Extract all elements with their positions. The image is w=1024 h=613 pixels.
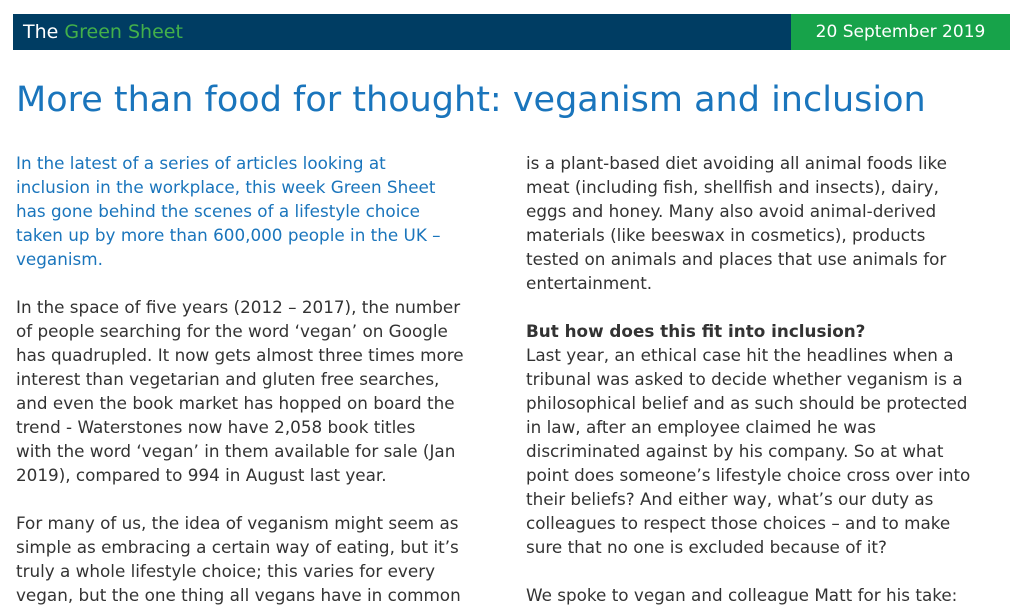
article-column-left <box>16 151 502 607</box>
text-line: veganism. <box>16 249 103 269</box>
text-line: in law, after an employee claimed he was <box>526 417 876 437</box>
text-line: trend - Waterstones now have 2,058 book titles <box>16 417 416 437</box>
text-line: truly a whole lifestyle choice; this varies for every <box>16 561 436 581</box>
text-line: colleagues to respect those choices – and to make <box>526 513 951 533</box>
brand-name: Green Sheet <box>64 21 183 43</box>
header-bar <box>13 14 1010 50</box>
text-line: tested on animals and places that use animals for <box>526 249 947 269</box>
text-line: discriminated against by his company. So at what <box>526 441 944 461</box>
article-paragraph <box>526 151 1012 295</box>
text-line: eggs and honey. Many also avoid animal-derived <box>526 201 937 221</box>
text-line: entertainment. <box>526 273 653 293</box>
text-line: materials (like beeswax in cosmetics), products <box>526 225 926 245</box>
text-line: and even the book market has hopped on board the <box>16 393 455 413</box>
text-line: sure that no one is excluded because of it? <box>526 537 887 557</box>
article-lede <box>16 151 502 271</box>
text-line: meat (including fish, shellfish and insects), dairy, <box>526 177 939 197</box>
text-line: philosophical belief and as such should be protected <box>526 393 968 413</box>
text-line: 2019), compared to 994 in August last year. <box>16 465 387 485</box>
text-line: In the space of five years (2012 – 2017), the number <box>16 297 461 317</box>
section-subheading: But how does this fit into inclusion? <box>526 321 866 341</box>
text-line: simple as embracing a certain way of eating, but it’s <box>16 537 459 557</box>
article-paragraph <box>526 343 1012 559</box>
text-line: point does someone’s lifestyle choice cross over into <box>526 465 971 485</box>
text-line: In the latest of a series of articles looking at <box>16 153 386 173</box>
text-line: taken up by more than 600,000 people in the UK – <box>16 225 441 245</box>
text-line: We spoke to vegan and colleague Matt for his take: <box>526 585 958 605</box>
text-line: tribunal was asked to decide whether veganism is a <box>526 369 963 389</box>
article-paragraph <box>526 583 1012 607</box>
text-line: has gone behind the scenes of a lifestyle choice <box>16 201 420 221</box>
text-line: of people searching for the word ‘vegan’ on Google <box>16 321 448 341</box>
text-line: has quadrupled. It now gets almost three times more <box>16 345 464 365</box>
issue-date: 20 September 2019 <box>791 14 1010 50</box>
text-line: is a plant-based diet avoiding all animal foods like <box>526 153 947 173</box>
article-paragraph <box>16 511 502 607</box>
text-line: Last year, an ethical case hit the headlines when a <box>526 345 954 365</box>
newsletter-brand <box>23 20 183 44</box>
text-line: vegan, but the one thing all vegans have in common <box>16 585 461 605</box>
text-line: their beliefs? And either way, what’s our duty as <box>526 489 934 509</box>
article-title: More than food for thought: veganism and inclusion <box>16 80 926 120</box>
text-line: interest than vegetarian and gluten free searches, <box>16 369 440 389</box>
article-column-right <box>526 151 1012 607</box>
article-paragraph <box>16 295 502 487</box>
text-line: with the word ‘vegan’ in them available for sale (Jan <box>16 441 456 461</box>
text-line: For many of us, the idea of veganism might seem as <box>16 513 459 533</box>
text-line: inclusion in the workplace, this week Green Sheet <box>16 177 436 197</box>
brand-prefix: The <box>23 21 59 43</box>
